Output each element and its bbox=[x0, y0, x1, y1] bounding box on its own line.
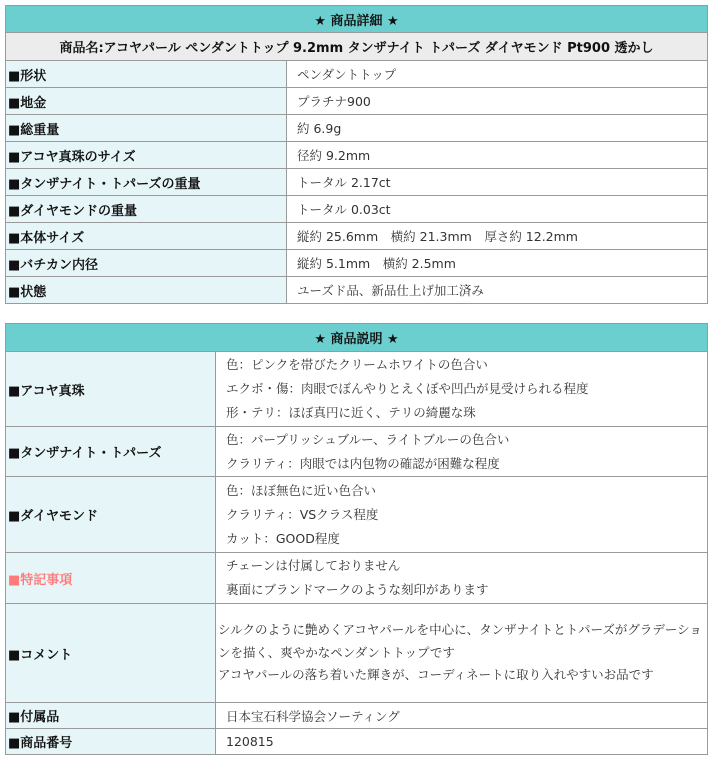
comment-text-1: シルクのように艶めくアコヤパールを中心に、タンザナイトとトパーズがグラデーションを描く、爽やかなペンダントトップです bbox=[218, 622, 702, 660]
desc-row-accessories bbox=[6, 703, 708, 729]
product-details-table bbox=[5, 5, 708, 304]
desc-row-notes bbox=[6, 553, 708, 604]
diamond-cut: カット：GOOD程度 bbox=[226, 530, 340, 546]
row-label: ■本体サイズ bbox=[6, 223, 287, 250]
row-value: ペンダントトップ bbox=[287, 61, 708, 88]
details-row-body-size bbox=[6, 223, 708, 250]
row-value: 120815 bbox=[216, 729, 708, 755]
desc-row-diamond bbox=[6, 477, 708, 553]
row-label: ■総重量 bbox=[6, 115, 287, 142]
row-value: 日本宝石科学協会ソーティング bbox=[216, 703, 708, 729]
details-row-shape bbox=[6, 61, 708, 88]
note-engraving: 裏面にブランドマークのような刻印があります bbox=[226, 582, 489, 597]
akoya-blemish: エクボ・傷：肉眼でぼんやりとえくぼや凹凸が見受けられる程度 bbox=[226, 381, 589, 396]
row-label: ■地金 bbox=[6, 88, 287, 115]
row-label: ■バチカン内径 bbox=[6, 250, 287, 277]
details-row-condition bbox=[6, 277, 708, 304]
row-label: ■特記事項 bbox=[6, 553, 216, 604]
comment-text-2: アコヤパールの落ち着いた輝きが、コーディネートに取り入れやすいお品です bbox=[218, 667, 654, 683]
details-row-weight bbox=[6, 115, 708, 142]
desc-row-akoya bbox=[6, 352, 708, 427]
tanzanite-clarity: クラリティ：肉眼では内包物の確認が困難な程度 bbox=[226, 455, 500, 471]
row-value: 縦約 5.1mm 横約 2.5mm bbox=[287, 250, 708, 277]
details-row-pearl-size bbox=[6, 142, 708, 169]
row-value: ユーズド品、新品仕上げ加工済み bbox=[287, 277, 708, 304]
row-label: ■アコヤ真珠のサイズ bbox=[6, 142, 287, 169]
row-value: トータル 2.17ct bbox=[287, 169, 708, 196]
row-value bbox=[216, 477, 708, 553]
row-value: 約 6.9g bbox=[287, 115, 708, 142]
row-value bbox=[216, 427, 708, 477]
row-value: 縦約 25.6mm 横約 21.3mm 厚さ約 12.2mm bbox=[287, 223, 708, 250]
akoya-shape: 形・テリ：ほぼ真円に近く、テリの綺麗な珠 bbox=[226, 405, 476, 420]
description-header: ★ 商品説明 ★ bbox=[6, 324, 708, 352]
row-label: ■アコヤ真珠 bbox=[6, 352, 216, 427]
diamond-color: 色：ほぼ無色に近い色合い bbox=[226, 482, 377, 498]
details-row-metal bbox=[6, 88, 708, 115]
row-value bbox=[216, 553, 708, 604]
row-label: ■付属品 bbox=[6, 703, 216, 729]
desc-row-comment bbox=[6, 604, 708, 703]
row-value: トータル 0.03ct bbox=[287, 196, 708, 223]
row-value: プラチナ900 bbox=[287, 88, 708, 115]
row-label: ■コメント bbox=[6, 604, 216, 703]
details-row-stone-weight bbox=[6, 169, 708, 196]
product-name: 商品名:アコヤパール ペンダントトップ 9.2mm タンザナイト トパーズ ダイヤモンド Pt900 透かし bbox=[6, 33, 708, 61]
desc-row-product-number bbox=[6, 729, 708, 755]
product-description-table bbox=[5, 323, 708, 755]
row-label: ■商品番号 bbox=[6, 729, 216, 755]
row-label: ■状態 bbox=[6, 277, 287, 304]
akoya-color: 色：ピンクを帯びたクリームホワイトの色合い bbox=[226, 357, 488, 372]
row-label: ■タンザナイト・トパーズの重量 bbox=[6, 169, 287, 196]
row-label: ■形状 bbox=[6, 61, 287, 88]
row-label: ■ダイヤモンドの重量 bbox=[6, 196, 287, 223]
note-chain: チェーンは付属しておりません bbox=[226, 557, 401, 573]
row-value bbox=[216, 604, 708, 703]
details-header: ★ 商品詳細 ★ bbox=[6, 6, 708, 33]
details-row-bail-size bbox=[6, 250, 708, 277]
row-label: ■ダイヤモンド bbox=[6, 477, 216, 553]
row-value: 径約 9.2mm bbox=[287, 142, 708, 169]
diamond-clarity: クラリティ：VSクラス程度 bbox=[226, 506, 379, 522]
desc-row-tanzanite bbox=[6, 427, 708, 477]
details-row-diamond-weight bbox=[6, 196, 708, 223]
row-value bbox=[216, 352, 708, 427]
row-label: ■タンザナイト・トパーズ bbox=[6, 427, 216, 477]
tanzanite-color: 色：パープリッシュブルー、ライトブルーの色合い bbox=[226, 431, 510, 447]
